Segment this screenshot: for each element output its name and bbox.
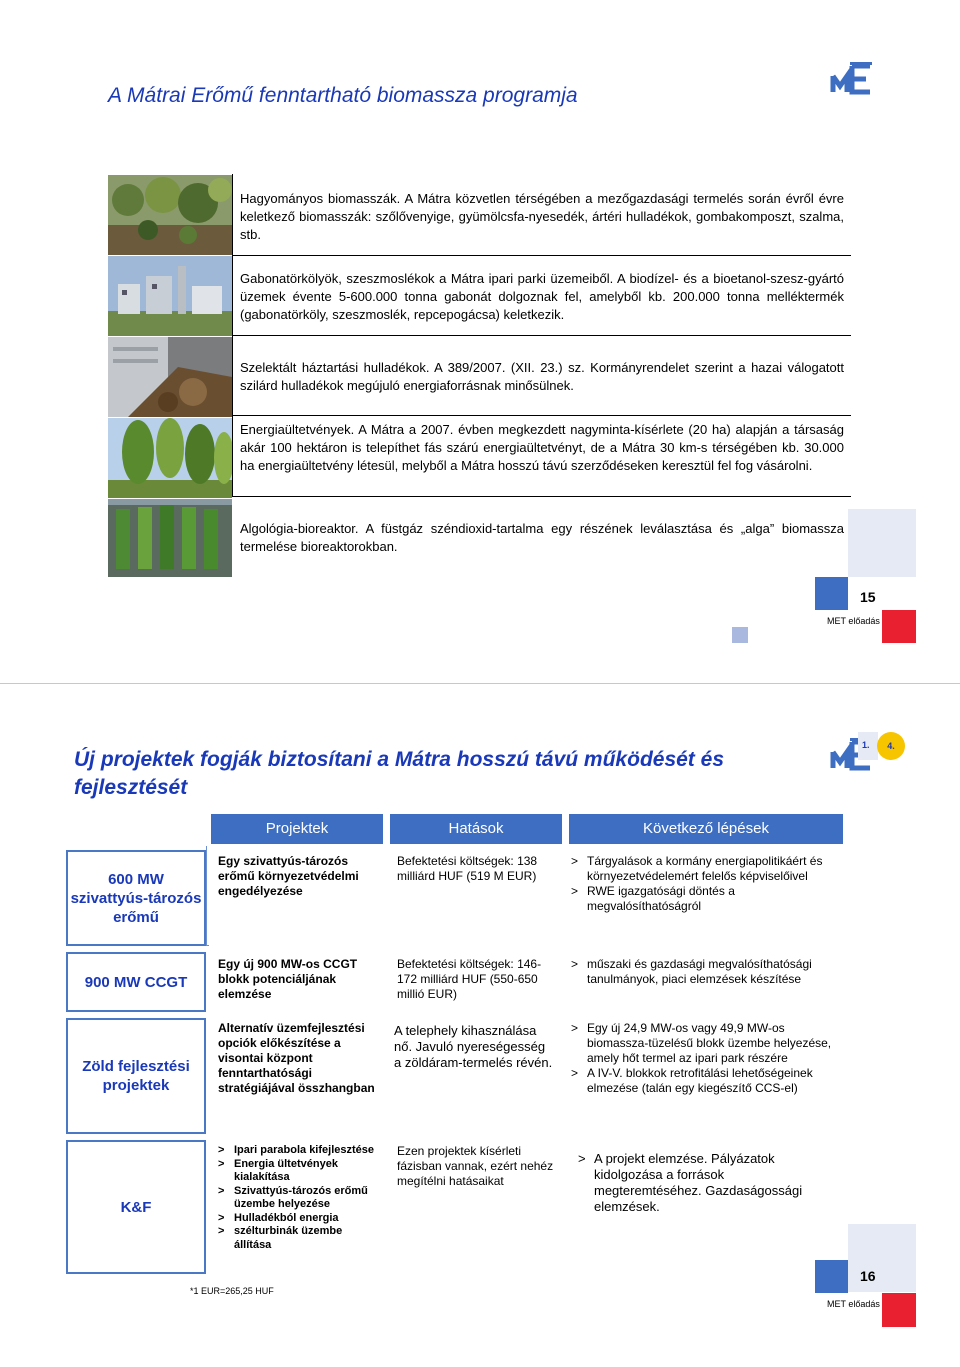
row-divider (232, 335, 851, 336)
poplar-plantation-photo (108, 418, 232, 498)
row-divider (232, 415, 851, 416)
steps-cell: > A projekt elemzése. Pályázatok kidolgozása a források megteremtéséhez. Gazdaságossági elemzések. (578, 1151, 803, 1214)
deco-square (815, 577, 848, 610)
row-label: K&F (66, 1140, 206, 1274)
biomass-row-text: Gabonatörkölyök, szeszmoslékok a Mátra ipari parki üzemeiből. A biodízel- és a bioetanol-szesz-gyártó üzemek évente 5-600.000 tonna gabonát dolgoznak fel, amelyből kb. 200.000 tonna melléktermék (gabonatörköly, szeszmoslék, repcepogácsa) keletkezik. (240, 271, 844, 322)
header-effects: Hatások (390, 814, 562, 844)
row-label: 900 MW CCGT (66, 952, 206, 1012)
project-cell: Egy új 900 MW-os CCGT blokk potenciáljának elemzése (218, 957, 358, 1001)
effect-cell: A telephely kihasználása nő. Javuló nyereségesség a zöldáram-termelés révén. (394, 1023, 553, 1070)
met-label: MET előadás (827, 616, 880, 626)
project-cell: Egy szivattyús-tározós erőmű környezetvédelmi engedélyezése (218, 854, 359, 898)
row-divider (232, 496, 851, 497)
algae-bioreactor-photo (108, 499, 232, 577)
waste-photo (108, 337, 232, 417)
met-logo (830, 62, 874, 98)
row-label: 600 MW szivattyús-tározós erőmű (66, 850, 206, 946)
biomass-row-text: Algológia-bioreaktor. A füstgáz széndioxid-tartalma egy részének leválasztása és „alga” biomassza termelése bioreaktorokban. (240, 521, 844, 554)
steps-cell: > Tárgyalások a kormány energiapolitikáért és környezetvédelemért felelős képviselőivel > RWE igazgatósági döntés a megvalósíthatóságról (571, 854, 823, 913)
deco-square (882, 610, 916, 643)
project-cell: > Ipari parabola kifejlesztése > Energia ültetvények kialakítása > Szivattyús-tározós erőmű üzembe helyezése > Hulladékból energia > szélturbinák üzembe állítása (218, 1144, 375, 1251)
section-number: 1. (862, 740, 870, 750)
slide-16 (0, 684, 960, 1367)
section-badge: 4. (877, 732, 905, 760)
biomass-row-text: Hagyományos biomasszák. A Mátra közvetlen térségében a mezőgazdasági termelés során évről évre keletkező biomasszák: szőlővenyige, gyümölcsfa-nyesedék, ártéri hulladékok, gombakomposzt, szalma, stb. (240, 191, 844, 242)
page-title: A Mátrai Erőmű fenntartható biomassza programja (108, 84, 578, 107)
row-label: Zöld fejlesztési projektek (66, 1018, 206, 1134)
deco-square (732, 627, 748, 643)
grapevine-photo (108, 175, 232, 255)
effect-cell: Ezen projektek kísérleti fázisban vannak, ezért nehéz megítélni hatásaikat (397, 1144, 554, 1188)
deco-square (848, 1224, 916, 1292)
biomass-row-text: Energiaültetvények. A Mátra a 2007. évben megkezdett nagyminta-kísérlete (20 ha) alapján a társaság akár 100 hektáron is telepíthet fás szárú energiaültetvényt, de a Mátra 30 km-s térségében kb. 30.000 ha energiaültetvény létesül, melyből a Mátra hosszú távú szerződéseken keresztül fel fog vásárolni. (240, 422, 844, 473)
effect-cell: Befektetési költségek: 138 milliárd HUF (519 M EUR) (397, 854, 538, 883)
page-number: 16 (860, 1268, 876, 1284)
met-label: MET előadás (827, 1299, 880, 1309)
page-number: 15 (860, 589, 876, 605)
deco-square (882, 1293, 916, 1327)
header-next-steps: Következő lépések (569, 814, 843, 844)
page-title: Új projektek fogják biztosítani a Mátra hosszú távú működését és fejlesztését (74, 748, 724, 799)
effect-cell: Befektetési költségek: 146-172 milliárd HUF (550-650 millió EUR) (397, 957, 542, 1001)
deco-square (848, 509, 916, 577)
steps-cell: > Egy új 24,9 MW-os vagy 49,9 MW-os biomassza-tüzelésű blokk üzembe helyezése, amely hőt termel az ipari park részére > A IV-V. blokkok retrofitálási lehetőségeinek elmezése (talán egy kiegészítő CCS-el) (571, 1021, 832, 1095)
deco-square (815, 1260, 848, 1293)
biomass-row-text: Szelektált háztartási hulladékok. A 389/2007. (XII. 23.) sz. Kormányrendelet szerint a hazai válogatott szilárd hulladékok megújuló energiaforrásnak minősülnek. (240, 360, 844, 393)
project-cell: Alternatív üzemfejlesztési opciók előkészítése a visontai központ fenntarthatósági stratégiájával összhangban (218, 1021, 375, 1095)
steps-cell: > műszaki és gazdasági megvalósíthatósági tanulmányok, piaci elemzések készítése (571, 957, 812, 986)
row-divider (232, 255, 851, 256)
slide-15 (0, 0, 960, 683)
header-projects: Projektek (211, 814, 383, 844)
footnote: *1 EUR=265,25 HUF (190, 1286, 274, 1296)
factory-photo (108, 256, 232, 336)
